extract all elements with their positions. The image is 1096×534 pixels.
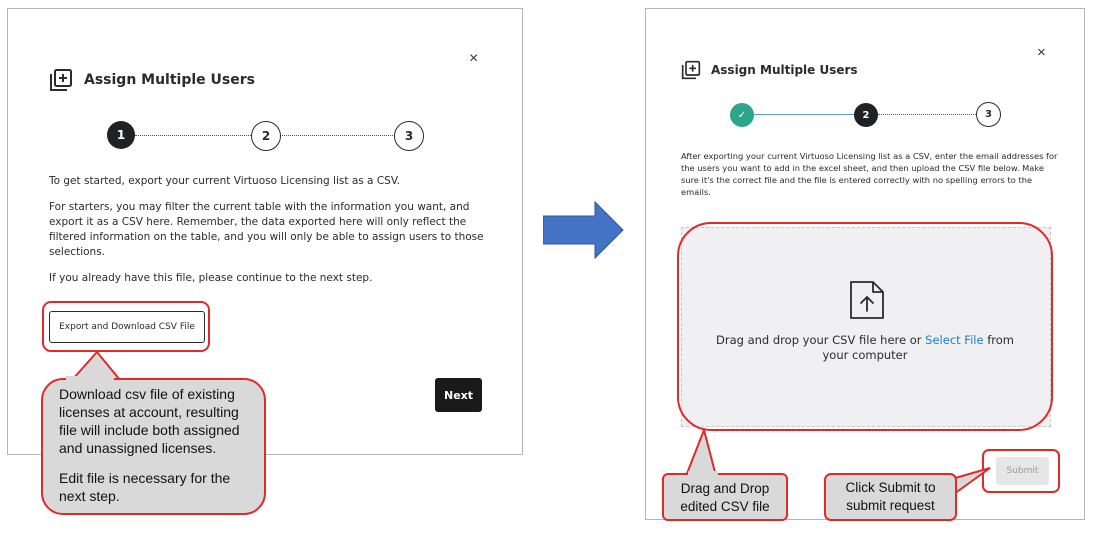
dropzone-text: Drag and drop your CSV file here or	[716, 333, 926, 347]
close-icon[interactable]: ×	[469, 50, 479, 67]
modal-title: Assign Multiple Users	[711, 63, 858, 77]
callout-text: Edit file is necessary for the next step.	[59, 470, 231, 504]
step-connector	[878, 114, 980, 115]
callout-text: Download csv file of existing licenses at account, resulting file will include both assigned and unassigned licenses.	[59, 386, 240, 456]
instructions	[681, 150, 1059, 209]
instruction-paragraph: After exporting your current Virtuoso Licensing list as a CSV, enter the email addresses for the users you want to add in the excel sheet, and then upload the CSV file below. Make sure it's the correct file and the file is entered correctly with no spelling errors to the emails.	[681, 151, 1058, 197]
step-connector	[279, 135, 397, 136]
instruction-paragraph: To get started, export your current Virtuoso Licensing list as a CSV.	[49, 175, 400, 187]
dropzone-label	[705, 333, 1025, 363]
select-file-link[interactable]: Select File	[925, 333, 984, 347]
step-1-complete: ✓	[730, 103, 754, 127]
add-multiple-icon	[681, 60, 701, 80]
add-multiple-icon	[49, 68, 73, 92]
instruction-paragraph: If you already have this file, please continue to the next step.	[49, 272, 373, 284]
modal-header	[681, 60, 858, 80]
modal-header	[49, 68, 255, 92]
stepper	[107, 121, 427, 153]
dropzone-highlight	[677, 222, 1053, 431]
step-3: 3	[976, 102, 1001, 127]
callout-text: Drag and Drop edited CSV file	[680, 481, 770, 514]
step-3: 3	[394, 121, 424, 151]
step-1: 1	[107, 121, 135, 149]
step-2: 2	[854, 103, 878, 127]
download-callout	[41, 378, 266, 515]
instruction-paragraph: For starters, you may filter the current table with the information you want, and export it as a CSV here. Remember, the data exported here will only reflect the filtered information on the table, and you will only be able to assign users to those selections.	[49, 201, 484, 258]
export-csv-button[interactable]: Export and Download CSV File	[49, 311, 205, 343]
submit-button[interactable]: Submit	[996, 457, 1049, 485]
flow-arrow-icon	[543, 200, 625, 260]
callout-join	[688, 471, 718, 476]
instructions	[49, 174, 489, 297]
dropzone-text: from your computer	[822, 333, 1014, 362]
modal-title: Assign Multiple Users	[84, 72, 255, 88]
next-button[interactable]: Next	[435, 378, 482, 412]
step-connector	[135, 135, 253, 136]
file-upload-icon	[849, 280, 885, 325]
step-2: 2	[251, 121, 281, 151]
callout-text: Click Submit to submit request	[845, 480, 936, 513]
close-icon[interactable]: ×	[1037, 44, 1046, 61]
drag-drop-callout	[662, 473, 788, 521]
stepper	[730, 103, 1002, 135]
callout-join	[66, 376, 114, 382]
submit-callout	[824, 473, 957, 521]
step-connector	[754, 114, 856, 115]
